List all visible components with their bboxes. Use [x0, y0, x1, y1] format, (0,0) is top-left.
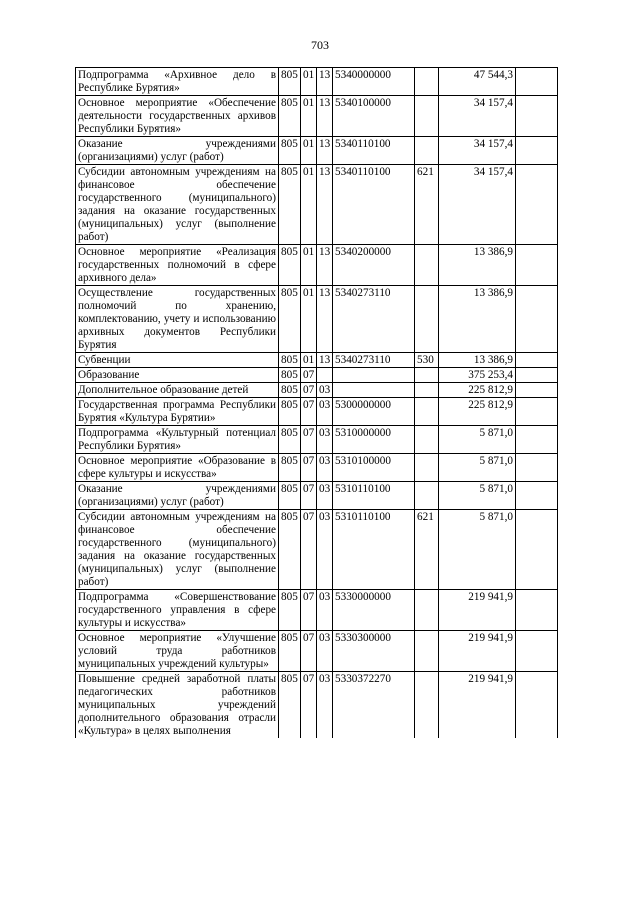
row-empty-cell — [516, 631, 558, 672]
row-sum-cell: 5 871,0 — [439, 482, 516, 510]
row-sum-cell: 225 812,9 — [439, 383, 516, 398]
row-sum-cell: 219 941,9 — [439, 631, 516, 672]
row-sum-cell: 13 386,9 — [439, 286, 516, 353]
row-ved-cell: 805 — [279, 68, 301, 96]
row-vr-cell — [415, 68, 439, 96]
row-sum-cell: 225 812,9 — [439, 398, 516, 426]
table-row — [76, 631, 558, 672]
row-sum-cell: 5 871,0 — [439, 426, 516, 454]
row-empty-cell — [516, 454, 558, 482]
row-name-cell: Дополнительное образование детей — [76, 383, 279, 398]
row-csr-cell: 5340200000 — [333, 245, 415, 286]
row-pr-cell: 13 — [317, 96, 333, 137]
row-sum-cell: 34 157,4 — [439, 96, 516, 137]
row-sum-cell: 219 941,9 — [439, 590, 516, 631]
row-rz-cell: 07 — [301, 482, 317, 510]
row-sum-cell: 34 157,4 — [439, 165, 516, 245]
row-name-cell: Подпрограмма «Архивное дело в Республике Бурятия» — [76, 68, 279, 96]
row-csr-cell: 5310110100 — [333, 482, 415, 510]
row-ved-cell: 805 — [279, 510, 301, 590]
row-pr-cell: 13 — [317, 165, 333, 245]
row-ved-cell: 805 — [279, 482, 301, 510]
row-csr-cell: 5310100000 — [333, 454, 415, 482]
row-rz-cell: 01 — [301, 68, 317, 96]
row-ved-cell: 805 — [279, 454, 301, 482]
row-rz-cell: 07 — [301, 426, 317, 454]
row-sum-cell: 5 871,0 — [439, 510, 516, 590]
row-rz-cell: 07 — [301, 672, 317, 739]
row-pr-cell: 03 — [317, 383, 333, 398]
table-row — [76, 137, 558, 165]
row-ved-cell: 805 — [279, 96, 301, 137]
row-csr-cell: 5340273110 — [333, 286, 415, 353]
row-pr-cell: 03 — [317, 454, 333, 482]
row-vr-cell — [415, 245, 439, 286]
row-name-cell: Повышение средней заработной платы педагогических работников муниципальных учреждений дополнительного образования отрасли «Культура» в целях выполнения — [76, 672, 279, 739]
row-csr-cell: 5340273110 — [333, 353, 415, 368]
row-rz-cell: 01 — [301, 96, 317, 137]
row-vr-cell — [415, 286, 439, 353]
table-row — [76, 96, 558, 137]
row-empty-cell — [516, 286, 558, 353]
table-row — [76, 672, 558, 739]
table-body — [76, 68, 558, 739]
row-vr-cell — [415, 383, 439, 398]
row-ved-cell: 805 — [279, 383, 301, 398]
table-row — [76, 482, 558, 510]
row-rz-cell: 07 — [301, 398, 317, 426]
row-rz-cell: 07 — [301, 590, 317, 631]
row-vr-cell — [415, 482, 439, 510]
row-sum-cell: 13 386,9 — [439, 353, 516, 368]
row-name-cell: Образование — [76, 368, 279, 383]
row-rz-cell: 01 — [301, 245, 317, 286]
table-row — [76, 398, 558, 426]
row-sum-cell: 5 871,0 — [439, 454, 516, 482]
row-ved-cell: 805 — [279, 672, 301, 739]
row-sum-cell: 34 157,4 — [439, 137, 516, 165]
row-vr-cell — [415, 96, 439, 137]
row-name-cell: Основное мероприятие «Реализация государственных полномочий в сфере архивного дела» — [76, 245, 279, 286]
row-vr-cell — [415, 631, 439, 672]
row-rz-cell: 01 — [301, 286, 317, 353]
row-rz-cell: 01 — [301, 137, 317, 165]
row-vr-cell — [415, 398, 439, 426]
row-empty-cell — [516, 96, 558, 137]
row-ved-cell: 805 — [279, 245, 301, 286]
row-rz-cell: 07 — [301, 368, 317, 383]
row-ved-cell: 805 — [279, 398, 301, 426]
row-pr-cell: 13 — [317, 245, 333, 286]
row-name-cell: Основное мероприятие «Образование в сфере культуры и искусства» — [76, 454, 279, 482]
table-row — [76, 590, 558, 631]
row-csr-cell: 5340110100 — [333, 165, 415, 245]
row-name-cell: Подпрограмма «Культурный потенциал Республики Бурятия» — [76, 426, 279, 454]
row-csr-cell: 5330300000 — [333, 631, 415, 672]
row-csr-cell: 5330000000 — [333, 590, 415, 631]
row-csr-cell: 5310110100 — [333, 510, 415, 590]
budget-table — [75, 67, 558, 738]
row-empty-cell — [516, 590, 558, 631]
row-ved-cell: 805 — [279, 137, 301, 165]
row-csr-cell: 5300000000 — [333, 398, 415, 426]
row-csr-cell — [333, 368, 415, 383]
row-empty-cell — [516, 245, 558, 286]
row-ved-cell: 805 — [279, 353, 301, 368]
table-row — [76, 286, 558, 353]
row-vr-cell — [415, 368, 439, 383]
row-name-cell: Субвенции — [76, 353, 279, 368]
row-pr-cell: 03 — [317, 510, 333, 590]
table-row — [76, 353, 558, 368]
page-number: 703 — [311, 38, 329, 52]
row-empty-cell — [516, 137, 558, 165]
row-name-cell: Субсидии автономным учреждениям на финансовое обеспечение государственного (муниципального) задания на оказание государственных (муниципальных) услуг (выполнение работ) — [76, 165, 279, 245]
row-empty-cell — [516, 510, 558, 590]
table-row — [76, 68, 558, 96]
row-ved-cell: 805 — [279, 286, 301, 353]
row-empty-cell — [516, 368, 558, 383]
row-sum-cell: 47 544,3 — [439, 68, 516, 96]
row-name-cell: Государственная программа Республики Бурятия «Культура Бурятии» — [76, 398, 279, 426]
table-row — [76, 454, 558, 482]
table-row — [76, 165, 558, 245]
row-ved-cell: 805 — [279, 426, 301, 454]
table-row — [76, 245, 558, 286]
row-csr-cell: 5340100000 — [333, 96, 415, 137]
row-name-cell: Основное мероприятие «Улучшение условий труда работников муниципальных учреждений культуры» — [76, 631, 279, 672]
row-vr-cell — [415, 426, 439, 454]
table-row — [76, 426, 558, 454]
row-sum-cell: 219 941,9 — [439, 672, 516, 739]
row-ved-cell: 805 — [279, 165, 301, 245]
row-name-cell: Оказание учреждениями (организациями) услуг (работ) — [76, 482, 279, 510]
row-pr-cell — [317, 368, 333, 383]
row-vr-cell — [415, 672, 439, 739]
row-name-cell: Оказание учреждениями (организациями) услуг (работ) — [76, 137, 279, 165]
row-rz-cell: 01 — [301, 353, 317, 368]
row-csr-cell: 5330372270 — [333, 672, 415, 739]
row-csr-cell: 5340110100 — [333, 137, 415, 165]
row-rz-cell: 07 — [301, 510, 317, 590]
row-ved-cell: 805 — [279, 631, 301, 672]
row-name-cell: Субсидии автономным учреждениям на финансовое обеспечение государственного (муниципального) задания на оказание государственных (муниципальных) услуг (выполнение работ) — [76, 510, 279, 590]
row-empty-cell — [516, 383, 558, 398]
row-rz-cell: 07 — [301, 383, 317, 398]
row-pr-cell: 03 — [317, 426, 333, 454]
row-ved-cell: 805 — [279, 590, 301, 631]
row-rz-cell: 07 — [301, 631, 317, 672]
row-pr-cell: 03 — [317, 482, 333, 510]
row-rz-cell: 01 — [301, 165, 317, 245]
row-empty-cell — [516, 68, 558, 96]
row-vr-cell — [415, 137, 439, 165]
row-empty-cell — [516, 482, 558, 510]
row-pr-cell: 03 — [317, 672, 333, 739]
row-pr-cell: 03 — [317, 631, 333, 672]
row-name-cell: Основное мероприятие «Обеспечение деятельности государственных архивов Республики Бурятия» — [76, 96, 279, 137]
row-name-cell: Подпрограмма «Совершенствование государственного управления в сфере культуры и искусства» — [76, 590, 279, 631]
row-csr-cell — [333, 383, 415, 398]
row-vr-cell: 621 — [415, 165, 439, 245]
row-name-cell: Осуществление государственных полномочий по хранению, комплектованию, учету и использованию архивных документов Республики Бурятия — [76, 286, 279, 353]
row-vr-cell — [415, 454, 439, 482]
row-pr-cell: 13 — [317, 137, 333, 165]
table-row — [76, 383, 558, 398]
row-pr-cell: 03 — [317, 398, 333, 426]
row-csr-cell: 5310000000 — [333, 426, 415, 454]
row-vr-cell — [415, 590, 439, 631]
row-sum-cell: 375 253,4 — [439, 368, 516, 383]
table-row — [76, 510, 558, 590]
row-empty-cell — [516, 426, 558, 454]
row-pr-cell: 13 — [317, 68, 333, 96]
row-vr-cell: 530 — [415, 353, 439, 368]
row-csr-cell: 5340000000 — [333, 68, 415, 96]
row-empty-cell — [516, 353, 558, 368]
row-empty-cell — [516, 672, 558, 739]
table-row — [76, 368, 558, 383]
row-rz-cell: 07 — [301, 454, 317, 482]
row-vr-cell: 621 — [415, 510, 439, 590]
row-empty-cell — [516, 398, 558, 426]
row-ved-cell: 805 — [279, 368, 301, 383]
row-pr-cell: 03 — [317, 590, 333, 631]
row-sum-cell: 13 386,9 — [439, 245, 516, 286]
row-pr-cell: 13 — [317, 286, 333, 353]
row-pr-cell: 13 — [317, 353, 333, 368]
row-empty-cell — [516, 165, 558, 245]
